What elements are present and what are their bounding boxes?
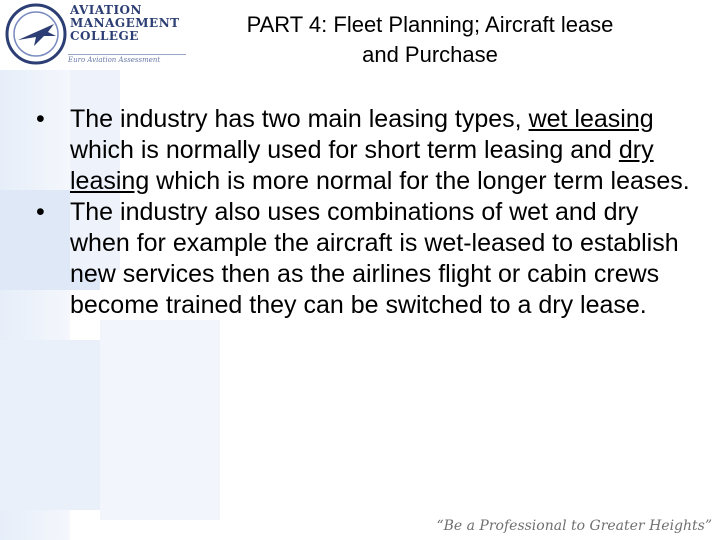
college-logo (4, 2, 184, 66)
background-square (100, 320, 220, 520)
bullet-dot-icon: • (36, 105, 45, 133)
wet-leasing-term: wet leasing (528, 105, 654, 133)
aviation-emblem-icon (4, 2, 68, 66)
bullet-text: The industry also uses combinations of wet and dry when for example the aircraft is wet-leased to establish new services then as the airlines flight or cabin crews become trained they can be switched to a dry lease. (70, 198, 679, 319)
bullet-item (30, 104, 700, 197)
slide-body (30, 104, 700, 321)
bullet-text: which is more normal for the longer term leases. (149, 167, 690, 195)
logo-line-3: COLLEGE (70, 29, 139, 43)
logo-line-1: AVIATION (70, 3, 142, 17)
title-line-2: and Purchase (362, 42, 498, 67)
bullet-dot-icon: • (36, 198, 45, 226)
dry-leasing-term: dry leasing (70, 136, 654, 195)
bullet-text: The industry has two main leasing types, (70, 105, 529, 133)
logo-line-2: MANAGEMENT (70, 16, 180, 30)
bullet-item (30, 197, 700, 321)
bullet-text: which is normally used for short term leasing and (70, 136, 619, 164)
logo-tagline: Euro Aviation Assessment (68, 54, 186, 64)
slogan-footer: “Be a Professional to Greater Heights” (436, 518, 712, 534)
slide-title (170, 10, 690, 70)
title-line-1: PART 4: Fleet Planning; Aircraft lease (246, 12, 614, 37)
